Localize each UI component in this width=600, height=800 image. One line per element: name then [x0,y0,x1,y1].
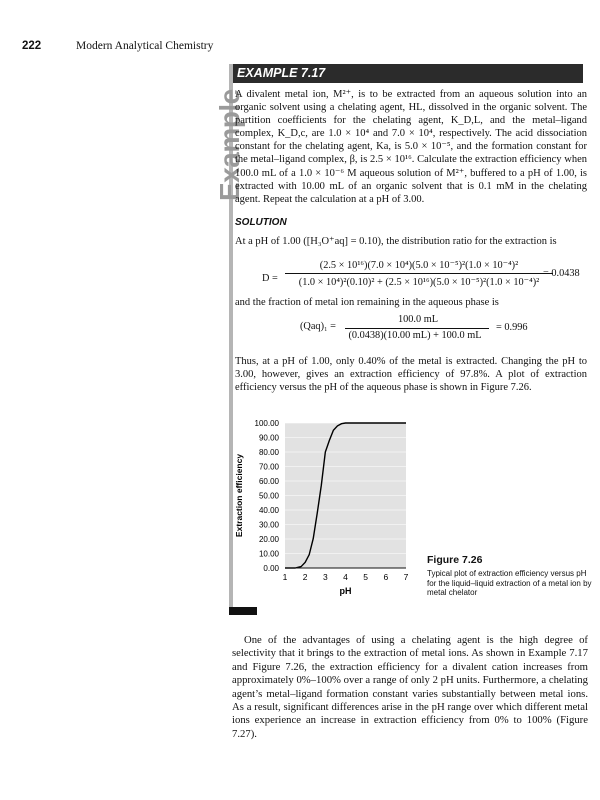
y-tick-label: 40.00 [258,506,279,515]
eq2-denominator: (0.0438)(10.00 mL) + 100.0 mL [348,330,482,341]
page-number: 222 [22,40,42,52]
body-paragraph: One of the advantages of using a chelating agent is the high degree of selectivity that it brings to the extraction of metal ions. As shown in Example 7.17 and Figure 7.26, the extraction efficiency for a divalent cation increases from approximately 0%–100% over a range of only 2 pH units. Furthermore, a chelating agent’s metal–ligand formation constant varies substantially between metal ions. As a result, significant differences arise in the pH range over which different metal ions experience an increase in extraction efficiency from 0% to 100% (Figure 7.27). [232,634,588,740]
solution-conclusion: Thus, at a pH of 1.00, only 0.40% of the metal is extracted. Changing the pH to 3.00, however, gives an extraction efficiency of 97.8%. A plot of extraction efficiency versus the pH of the aqueous phase is shown in Figure 7.26. [235,356,587,394]
eq1-numerator: (2.5 × 10¹⁶)(7.0 × 10⁴)(5.0 × 10⁻⁵)²(1.0 × 10⁻⁴)² [319,260,519,271]
eq2-lhs: (Qaq)₁ = [300,321,336,332]
example-end-marker [229,607,257,615]
example-title: EXAMPLE 7.17 [237,66,326,80]
figure-caption: Typical plot of extraction efficiency versus pH for the liquid–liquid extraction of a metal ion by metal chelator [427,569,592,598]
solution-intro: At a pH of 1.00 ([H₃O⁺aq] = 0.10), the distribution ratio for the extraction is [235,236,557,247]
example-sidebar-label: Example [214,89,245,201]
y-tick-label: 10.00 [258,549,279,559]
eq1-result: = 0.0438 [543,268,580,279]
x-tick-label: 1 [282,572,288,582]
x-tick-label: 3 [322,572,328,582]
y-tick-label: 50.00 [258,491,279,501]
y-tick-label: 70.00 [258,462,279,472]
eq1-fraction-bar [285,273,553,274]
eq2-fraction-bar [345,328,489,329]
y-tick-label: 60.00 [258,477,279,486]
y-tick-label: 80.00 [258,448,279,457]
eq2-numerator: 100.0 mL [397,314,439,325]
x-tick-label: 5 [363,572,369,582]
eq1-denominator: (1.0 × 10⁴)²(0.10)² + (2.5 × 10¹⁶)(5.0 × 10⁻⁵)²(1.0 × 10⁻⁴)² [298,277,540,288]
y-tick-label: 0.00 [263,564,279,573]
x-tick-label: 7 [403,572,409,582]
x-tick-label: 2 [302,572,308,582]
solution-heading: SOLUTION [235,217,287,228]
solution-mid: and the fraction of metal ion remaining in the aqueous phase is [235,297,499,308]
eq2-result: = 0.996 [496,322,528,333]
y-tick-label: 90.00 [258,433,279,443]
y-axis-label: Extraction efficiency [234,453,244,538]
x-tick-label: 6 [383,572,389,582]
x-axis-label: pH [339,586,352,596]
y-tick-label: 30.00 [258,520,279,530]
y-tick-label: 100.00 [254,419,279,428]
eq1-lhs: D = [262,273,278,284]
figure-label: Figure 7.26 [427,554,483,566]
x-tick-label: 4 [343,572,348,582]
running-head: Modern Analytical Chemistry [76,40,214,52]
example-problem: A divalent metal ion, M²⁺, is to be extracted from an aqueous solution into an organic solvent using a chelating agent, HL, dissolved in the organic solvent. The partition coefficients for the chelating agent, K_D,L, and the metal–ligand complex, K_D,c, are 1.0 × 10⁴ and 7.0 × 10⁴, respectively. The acid dissociation constant for the chelating agent, Ka, is 5.0 × 10⁻⁵, and the formation constant for the metal–ligand complex, β, is 2.5 × 10¹⁶. Calculate the extraction efficiency when 100.0 mL of a 1.0 × 10⁻⁶ M aqueous solution of M²⁺, buffered to a pH of 1.00, is extracted with 10.00 mL of an organic solvent that is 0.1 mM in the chelating agent. Repeat the calculation at a pH of 3.00. [235,89,587,205]
y-tick-label: 20.00 [258,535,279,544]
